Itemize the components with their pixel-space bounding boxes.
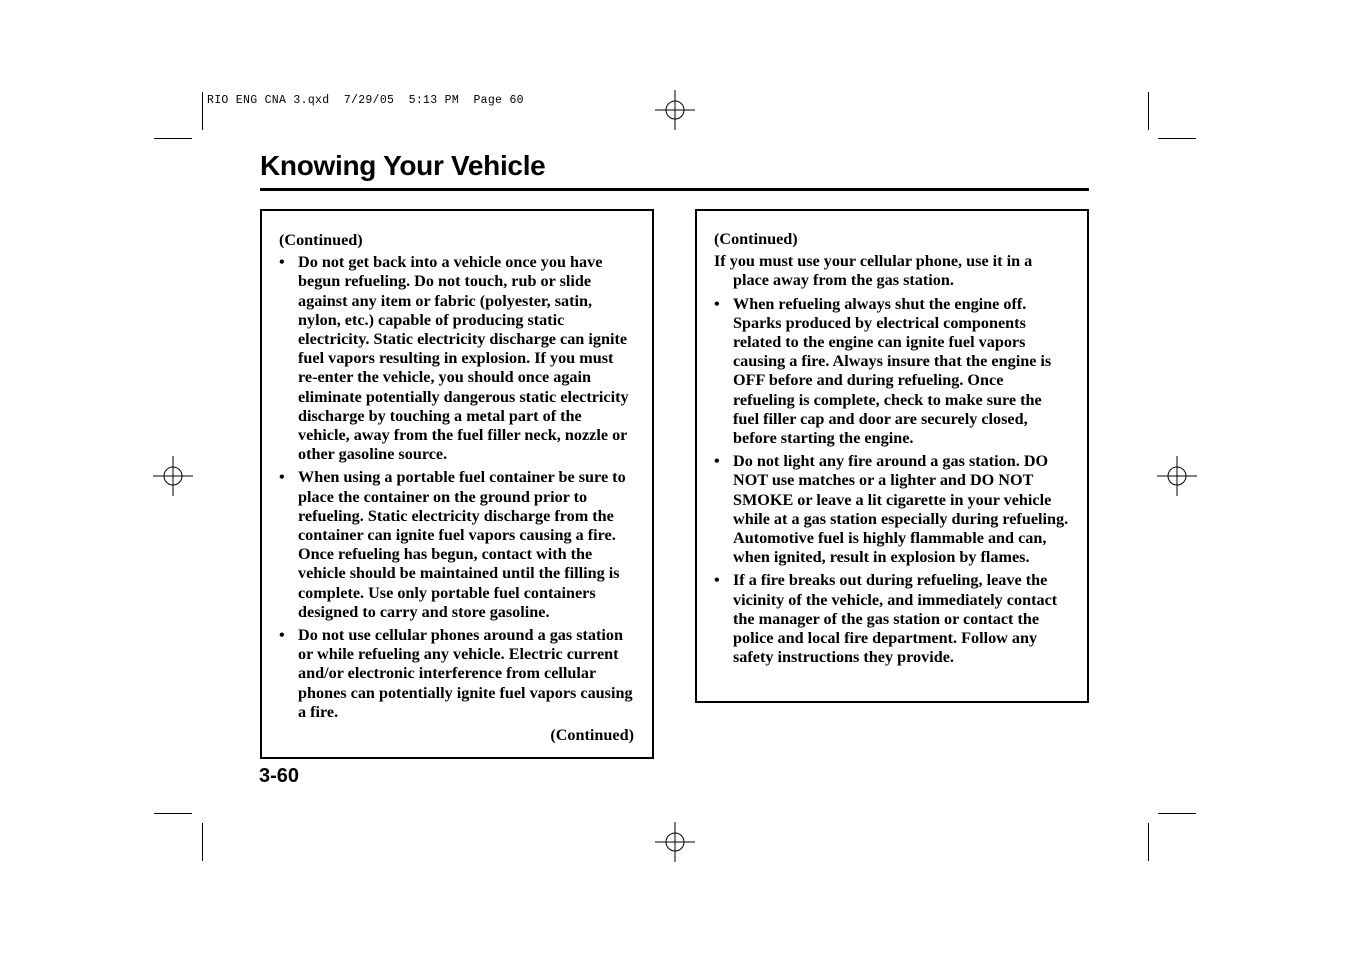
continued-heading: (Continued) <box>714 230 798 248</box>
crop-mark-top-right-horizontal <box>1158 138 1196 139</box>
page-number: 3-60 <box>259 765 300 787</box>
crop-mark-top-left-vertical <box>202 92 203 130</box>
list-item-text: Do not use cellular phones around a gas station or while refueling any vehicle. Electric current and/or electronic interference from cellular phones can potentially ignite fuel vapors causing a fire. <box>298 626 633 721</box>
crop-mark-top-left-horizontal <box>154 138 192 139</box>
crop-mark-bottom-left-vertical <box>202 823 203 861</box>
intro-paragraph: If you must use your cellular phone, use it in a place away from the gas station. <box>714 252 1033 290</box>
crop-mark-bottom-right-vertical <box>1148 823 1149 861</box>
list-item <box>279 626 634 722</box>
list-item <box>714 571 1069 667</box>
crop-mark-bottom-left-horizontal <box>154 813 192 814</box>
list-item <box>279 253 634 464</box>
bullet-list <box>279 253 634 722</box>
bullet-icon: • <box>714 452 720 471</box>
list-item <box>279 468 634 622</box>
registration-mark-right-icon <box>1157 456 1197 496</box>
list-item-text: When refueling always shut the engine off. Sparks produced by electrical components related to the engine can ignite fuel vapors causing a fire. Always insure that the engine is OFF before and during refueling. Once refueling is complete, check to make sure the fuel filler cap and door are securely closed, before starting the engine. <box>733 294 1052 448</box>
crop-mark-bottom-right-horizontal <box>1158 813 1196 814</box>
title-rule <box>260 188 1089 191</box>
bullet-icon: • <box>279 468 285 487</box>
list-item <box>714 452 1069 567</box>
warning-box-left <box>260 209 654 759</box>
registration-mark-top-icon <box>655 90 695 130</box>
bullet-list <box>714 295 1069 668</box>
continued-footer: (Continued) <box>550 726 634 745</box>
warning-box-right <box>695 209 1089 703</box>
registration-mark-left-icon <box>153 456 193 496</box>
bullet-icon: • <box>714 571 720 590</box>
list-item <box>714 295 1069 449</box>
crop-mark-top-right-vertical <box>1148 92 1149 130</box>
continued-heading: (Continued) <box>279 231 363 249</box>
bullet-icon: • <box>714 294 720 313</box>
list-item-text: Do not light any fire around a gas station. DO NOT use matches or a lighter and DO NOT SMOKE or leave a lit cigarette in your vehicle while at a gas station especially during refueling. Automotive fuel is highly flammable and can, when ignited, result in explosion by flames. <box>733 452 1069 567</box>
print-slug: RIO ENG CNA 3.qxd 7/29/05 5:13 PM Page 60 <box>207 94 524 107</box>
list-item-text: When using a portable fuel container be sure to place the container on the ground prior to refueling. Static electricity discharge from the container can ignite fuel vapors causing a fire. Once refueling has begun, contact with the vehicle should be maintained until the filling is complete. Use only portable fuel containers designed to carry and store gasoline. <box>298 468 626 621</box>
bullet-icon: • <box>279 253 285 272</box>
list-item-text: If a fire breaks out during refueling, leave the vicinity of the vehicle, and immediately contact the manager of the gas station or contact the police and local fire department. Follow any safety instructions they provide. <box>733 571 1058 667</box>
list-item-text: Do not get back into a vehicle once you have begun refueling. Do not touch, rub or slide against any item or fabric (polyester, satin, nylon, etc.) capable of producing static electricity. Static electricity discharge can ignite fuel vapors resulting in explosion. If you must re-enter the vehicle, you should once again eliminate potentially dangerous static electricity discharge by touching a metal part of the vehicle, away from the fuel filler neck, nozzle or other gasoline source. <box>298 253 629 464</box>
page-title: Knowing Your Vehicle <box>260 150 546 181</box>
bullet-icon: • <box>279 626 285 645</box>
registration-mark-bottom-icon <box>655 822 695 862</box>
